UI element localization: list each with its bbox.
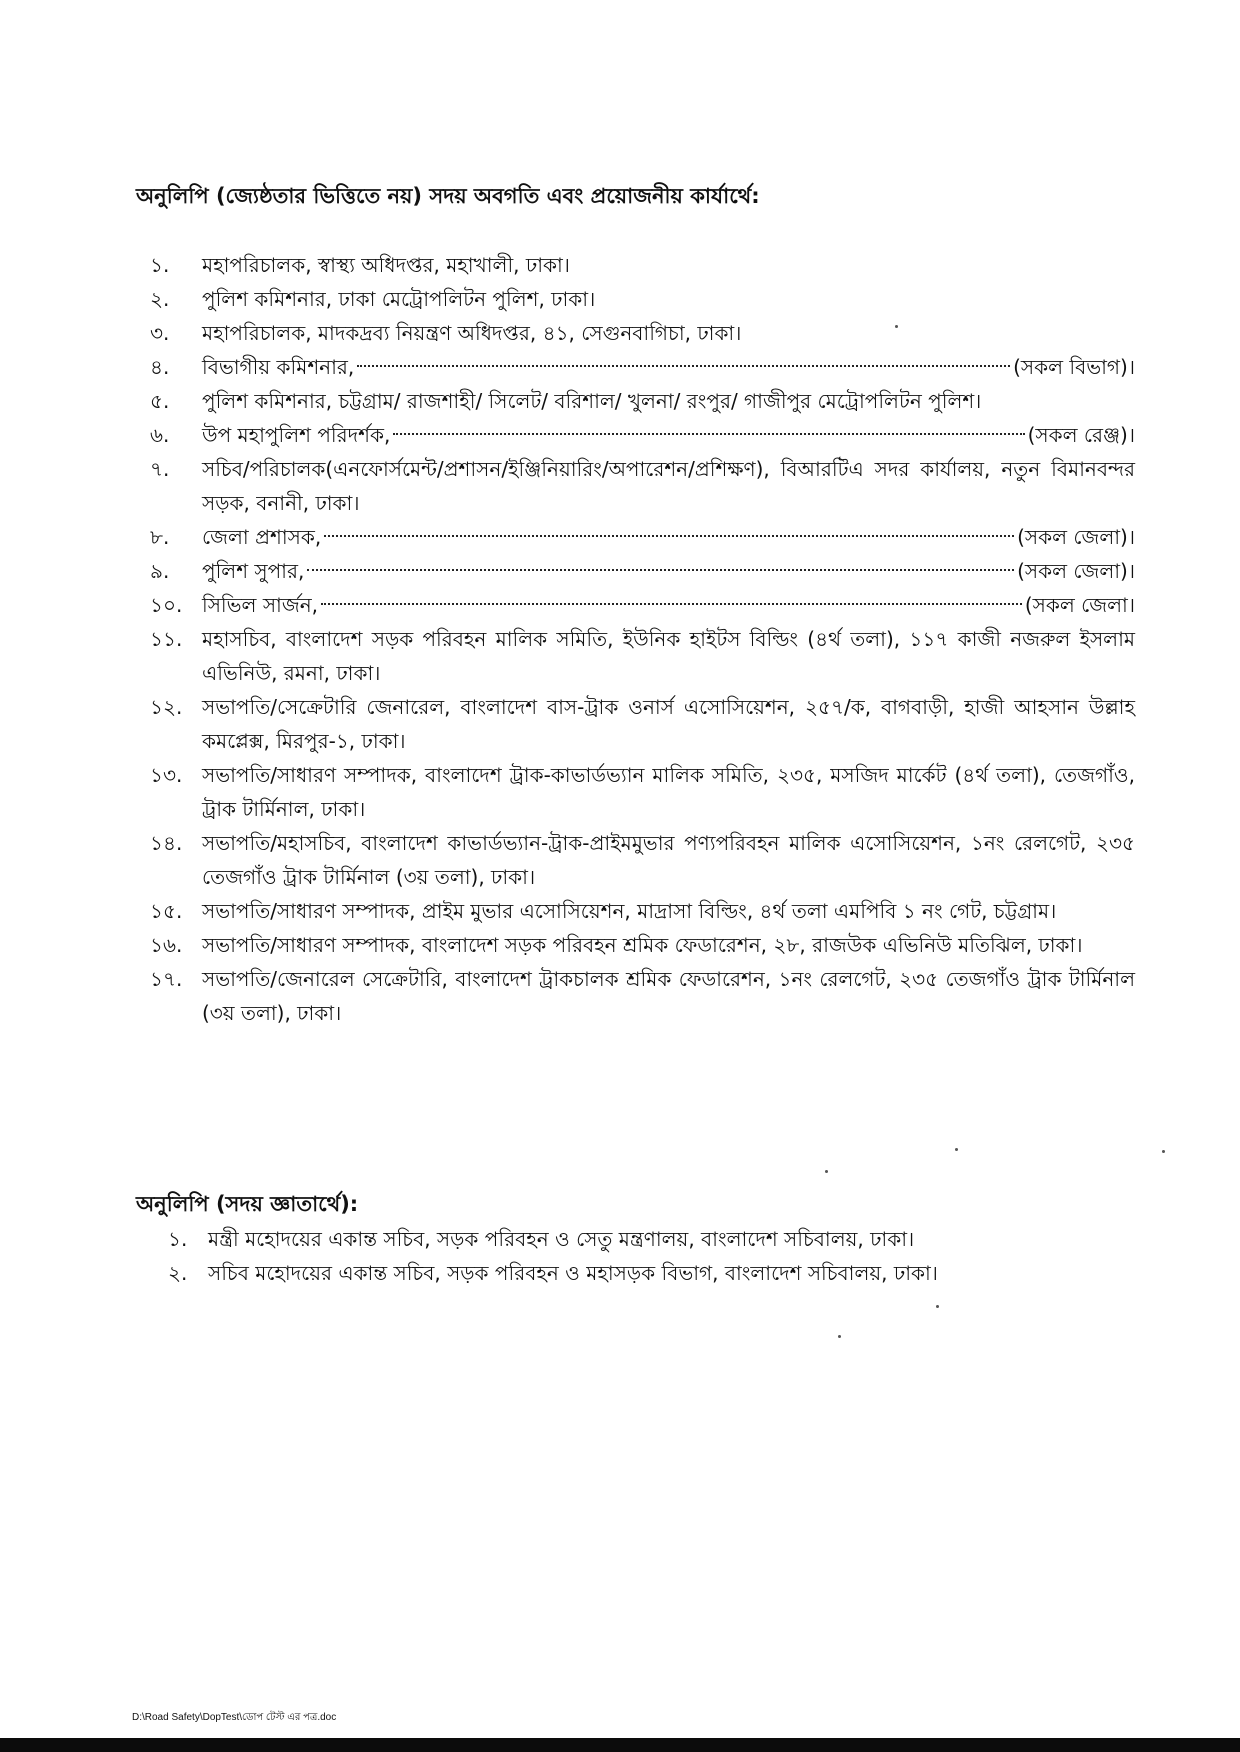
list-item bbox=[150, 690, 1135, 758]
file-path-footer: D:\Road Safety\DopTest\ডোপ টেস্ট এর পত্র.doc bbox=[132, 1712, 337, 1723]
list-item bbox=[150, 962, 1135, 1030]
dotted-leader bbox=[393, 433, 1024, 435]
item-number: ২. bbox=[150, 287, 170, 311]
scan-speck bbox=[936, 1305, 939, 1308]
item-number: ১১. bbox=[150, 627, 183, 651]
item-number: ৯. bbox=[150, 559, 170, 583]
item-recipient: উপ মহাপুলিশ পরিদর্শক, bbox=[202, 423, 391, 447]
item-scope: (সকল রেঞ্জ)। bbox=[1027, 423, 1135, 447]
item-text: পুলিশ কমিশনার, চট্টগ্রাম/ রাজশাহী/ সিলেট/ বরিশাল/ খুলনা/ রংপুর/ গাজীপুর মেট্রোপলিটন পুলিশ। bbox=[202, 389, 982, 413]
item-text: সভাপতি/সাধারণ সম্পাদক, প্রাইম মুভার এসোসিয়েশন, মাদ্রাসা বিল্ডিং, ৪র্থ তলা এমপিবি ১ নং গেট, চট্টগ্রাম। bbox=[202, 899, 1057, 923]
item-number: ১৩. bbox=[150, 763, 183, 787]
item-text: সভাপতি/জেনারেল সেক্রেটারি, বাংলাদেশ ট্রাকচালক শ্রমিক ফেডারেশন, ১নং রেলগেট, ২৩৫ তেজগাঁও ট্রাক টার্মিনাল (৩য় তলা), ঢাকা। bbox=[202, 967, 1135, 1025]
list-item bbox=[150, 452, 1135, 520]
scan-speck bbox=[895, 325, 898, 328]
item-number: ১৬. bbox=[150, 933, 183, 957]
item-text: সচিব/পরিচালক(এনফোর্সমেন্ট/প্রশাসন/ইঞ্জিনিয়ারিং/অপারেশন/প্রশিক্ষণ), বিআরটিএ সদর কার্যালয়, নতুন বিমানবন্দর সড়ক, বনানী, ঢাকা। bbox=[202, 457, 1135, 515]
item-text: সভাপতি/সাধারণ সম্পাদক, বাংলাদেশ ট্রাক-কাভার্ডভ্যান মালিক সমিতি, ২৩৫, মসজিদ মার্কেট (৪র্থ তলা), তেজগাঁও, ট্রাক টার্মিনাল, ঢাকা। bbox=[202, 763, 1135, 821]
item-text: মন্ত্রী মহোদয়ের একান্ত সচিব, সড়ক পরিবহন ও সেতু মন্ত্রণালয়, বাংলাদেশ সচিবালয়, ঢাকা। bbox=[208, 1227, 915, 1251]
item-text bbox=[202, 520, 1135, 554]
item-recipient: সিভিল সার্জন, bbox=[202, 593, 319, 617]
item-scope: (সকল বিভাগ)। bbox=[1013, 355, 1135, 379]
list-item bbox=[150, 316, 1135, 350]
list-item bbox=[150, 554, 1135, 588]
item-text: সভাপতি/সেক্রেটারি জেনারেল, বাংলাদেশ বাস-ট্রাক ওনার্স এসোসিয়েশন, ২৫৭/ক, বাগবাড়ী, হাজী আহসান উল্লাহ কমপ্লেক্স, মিরপুর-১, ঢাকা। bbox=[202, 695, 1135, 753]
list-item bbox=[150, 282, 1135, 316]
list-item bbox=[150, 928, 1135, 962]
list-item bbox=[150, 520, 1135, 554]
item-number: ১০. bbox=[150, 593, 183, 617]
item-number: ৬. bbox=[150, 423, 170, 447]
item-text: মহাপরিচালক, স্বাস্থ্য অধিদপ্তর, মহাখালী, ঢাকা। bbox=[202, 253, 570, 277]
list-item bbox=[150, 622, 1135, 690]
item-number: ৭. bbox=[150, 457, 170, 481]
list-item bbox=[150, 588, 1135, 622]
item-number: ১৫. bbox=[150, 899, 183, 923]
item-text: মহাপরিচালক, মাদকদ্রব্য নিয়ন্ত্রণ অধিদপ্তর, ৪১, সেগুনবাগিচা, ঢাকা। bbox=[202, 321, 742, 345]
item-recipient: জেলা প্রশাসক, bbox=[202, 525, 322, 549]
dotted-leader bbox=[307, 569, 1014, 571]
list-item bbox=[150, 758, 1135, 826]
item-number: ৫. bbox=[150, 389, 170, 413]
copy-recipient-list bbox=[150, 248, 1135, 1030]
item-number: ৪. bbox=[150, 355, 170, 379]
list-item bbox=[150, 894, 1135, 928]
copy-to-heading: অনুলিপি (জ্যেষ্ঠতার ভিত্তিতে নয়) সদয় অবগতি এবং প্রয়োজনীয় কার্যার্থে: bbox=[136, 184, 760, 208]
item-number: ৮. bbox=[150, 525, 170, 549]
list-item bbox=[150, 248, 1135, 282]
scan-speck bbox=[825, 1170, 828, 1173]
scan-edge-bar bbox=[0, 1738, 1240, 1752]
scan-speck bbox=[955, 1148, 958, 1151]
item-scope: (সকল জেলা)। bbox=[1017, 525, 1135, 549]
item-number: ১৪. bbox=[150, 831, 183, 855]
item-text: সচিব মহোদয়ের একান্ত সচিব, সড়ক পরিবহন ও মহাসড়ক বিভাগ, বাংলাদেশ সচিবালয়, ঢাকা। bbox=[208, 1261, 938, 1285]
list-item bbox=[150, 384, 1135, 418]
item-scope: (সকল জেলা)। bbox=[1017, 559, 1135, 583]
dotted-leader bbox=[321, 603, 1022, 605]
item-number: ৩. bbox=[150, 321, 170, 345]
item-text bbox=[202, 418, 1135, 452]
item-text bbox=[202, 588, 1135, 622]
item-number: ১. bbox=[168, 1227, 188, 1251]
item-recipient: পুলিশ সুপার, bbox=[202, 559, 305, 583]
list-item bbox=[150, 350, 1135, 384]
item-text bbox=[202, 554, 1135, 588]
scan-speck bbox=[838, 1335, 841, 1338]
item-text bbox=[202, 350, 1135, 384]
item-text: পুলিশ কমিশনার, ঢাকা মেট্রোপলিটন পুলিশ, ঢাকা। bbox=[202, 287, 596, 311]
list-item bbox=[168, 1222, 1128, 1256]
list-item bbox=[168, 1256, 1128, 1290]
item-recipient: বিভাগীয় কমিশনার, bbox=[202, 355, 355, 379]
item-scope: (সকল জেলা। bbox=[1024, 593, 1135, 617]
item-number: ১৭. bbox=[150, 967, 183, 991]
item-text: মহাসচিব, বাংলাদেশ সড়ক পরিবহন মালিক সমিতি, ইউনিক হাইটস বিল্ডিং (৪র্থ তলা), ১১৭ কাজী নজরুল ইসলাম এভিনিউ, রমনা, ঢাকা। bbox=[202, 627, 1135, 685]
item-number: ২. bbox=[168, 1261, 188, 1285]
item-number: ১. bbox=[150, 253, 170, 277]
list-item bbox=[150, 418, 1135, 452]
list-item bbox=[150, 826, 1135, 894]
info-recipient-list bbox=[168, 1222, 1128, 1290]
item-text: সভাপতি/মহাসচিব, বাংলাদেশ কাভার্ডভ্যান-ট্রাক-প্রাইমমুভার পণ্যপরিবহন মালিক এসোসিয়েশন, ১নং রেলগেট, ২৩৫ তেজগাঁও ট্রাক টার্মিনাল (৩য় তলা), ঢাকা। bbox=[202, 831, 1135, 889]
dotted-leader bbox=[357, 365, 1010, 367]
dotted-leader bbox=[324, 535, 1014, 537]
scan-speck bbox=[1162, 1150, 1165, 1153]
info-copy-heading: অনুলিপি (সদয় জ্ঞাতার্থে): bbox=[136, 1192, 359, 1216]
item-number: ১২. bbox=[150, 695, 183, 719]
item-text: সভাপতি/সাধারণ সম্পাদক, বাংলাদেশ সড়ক পরিবহন শ্রমিক ফেডারেশন, ২৮, রাজউক এভিনিউ মতিঝিল, ঢাকা। bbox=[202, 933, 1083, 957]
